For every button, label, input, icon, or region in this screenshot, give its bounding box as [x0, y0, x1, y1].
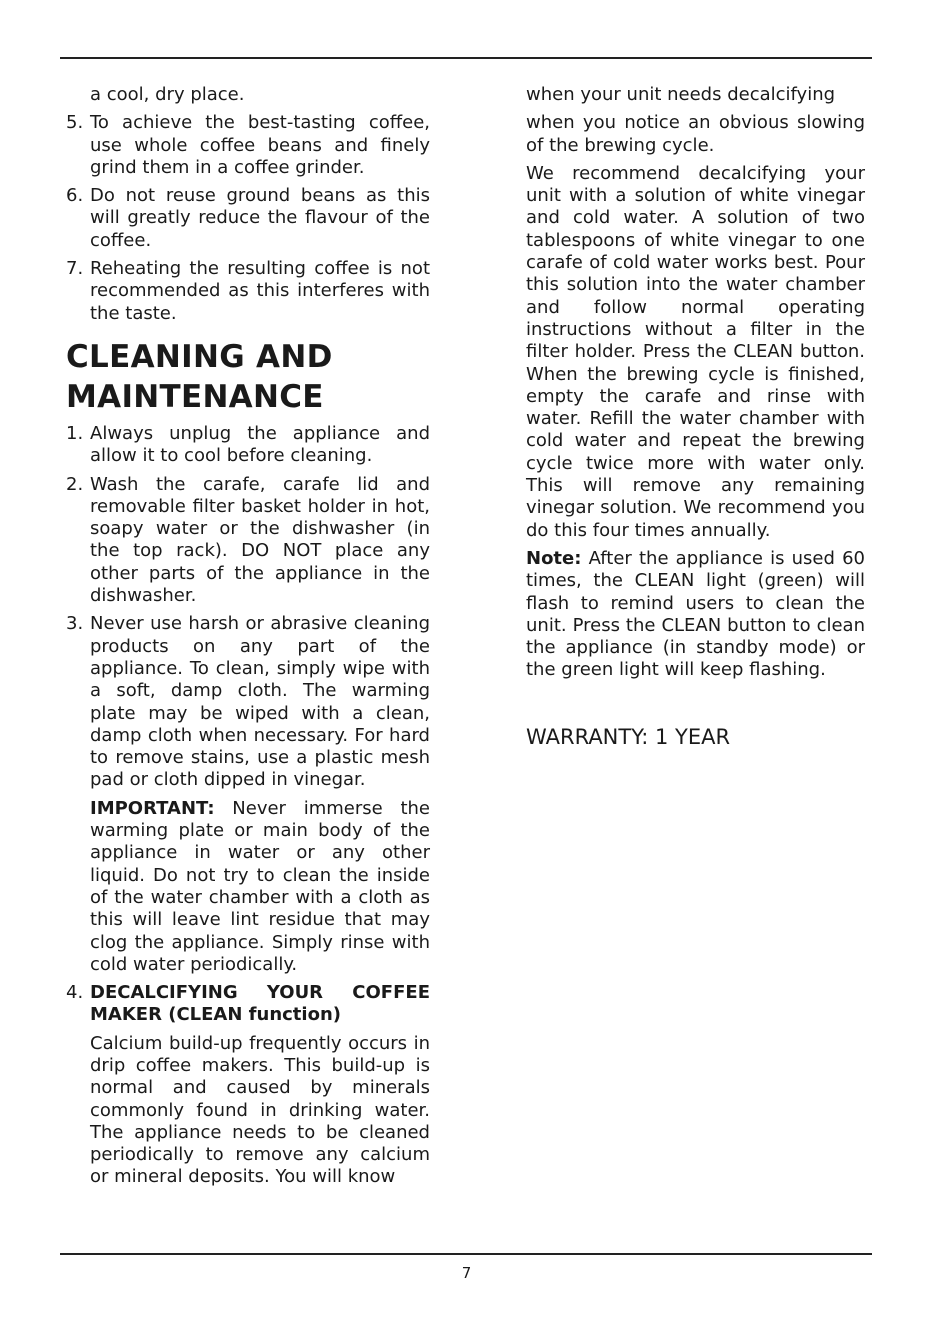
cleaning-item-number: 1.: [66, 422, 84, 444]
section-heading: [66, 337, 430, 417]
left-column: [66, 84, 430, 1189]
tip-item: [66, 258, 430, 325]
tip-item: [66, 185, 430, 252]
page-number: 7: [461, 1264, 472, 1282]
tip-number: 7.: [66, 258, 84, 280]
tip-number: 5.: [66, 112, 84, 134]
tip-text: Reheating the resulting coffee is not recommended as this interferes with the taste.: [90, 258, 430, 324]
tip-number: 6.: [66, 185, 84, 207]
section-heading-line1: CLEANING AND: [66, 338, 333, 375]
continuation-paragraph: when you notice an obvious slowing of the brewing cycle.: [526, 112, 865, 156]
important-label: IMPORTANT:: [90, 797, 215, 819]
cleaning-item-text: Never use harsh or abrasive cleaning products on any part of the appliance. To clean, simply wipe with a soft, damp cloth. The warming plate may be wiped with a clean, damp cloth when necessary. For hard to remove stains, use a plastic mesh pad or cloth dipped in vinegar.: [90, 613, 430, 791]
decalcifying-text: Calcium build-up frequently occurs in drip coffee makers. This build-up is normal and caused by minerals commonly found in drinking water. The appliance needs to be cleaned periodically to remove any calcium or mineral deposits. You will know: [90, 1032, 430, 1188]
important-text: Never immerse the warming plate or main body of the appliance in water or any other liquid. Do not try to clean the inside of the water chamber with a cloth as this will leave lint residue that may clog the appliance. Simply rinse with cold water periodically.: [90, 797, 430, 975]
cleaning-item: [66, 613, 430, 791]
note-paragraph: [526, 548, 865, 682]
cleaning-item-number: 2.: [66, 473, 84, 495]
intro-continuation: a cool, dry place.: [90, 84, 245, 105]
warranty-text: WARRANTY: 1 YEAR: [526, 724, 731, 749]
right-column: [526, 84, 865, 750]
important-paragraph: [66, 798, 430, 976]
continuation-line: when your unit needs decalcifying: [526, 84, 836, 105]
tip-item: [66, 112, 430, 179]
cleaning-item-text: Always unplug the appliance and allow it to cool before cleaning.: [90, 422, 430, 467]
cleaning-item: [66, 423, 430, 468]
bottom-rule: [60, 1253, 872, 1255]
note-label: Note:: [526, 547, 582, 569]
cleaning-item-number: 4.: [66, 982, 84, 1004]
top-rule: [60, 57, 872, 59]
decalcifying-heading: DECALCIFYING YOUR COFFEE MAKER (CLEAN function): [90, 982, 430, 1026]
cleaning-item-number: 3.: [66, 613, 84, 635]
tip-text: Do not reuse ground beans as this will greatly reduce the flavour of the coffee.: [90, 185, 430, 251]
cleaning-item-text: Wash the carafe, carafe lid and removable filter basket holder in hot, soapy water or the dishwasher (in the top rack). DO NOT place any other parts of the appliance in the dishwasher.: [90, 473, 430, 607]
cleaning-item: [66, 474, 430, 608]
tip-text: To achieve the best-tasting coffee, use whole coffee beans and finely grind them in a coffee grinder.: [90, 112, 430, 178]
cleaning-item: [66, 982, 430, 1027]
note-text: After the appliance is used 60 times, the CLEAN light (green) will flash to remind users to clean the unit. Press the CLEAN button to clean the appliance (in standby mode) or the green light will keep flashing.: [526, 547, 865, 681]
recommend-paragraph: We recommend decalcifying your unit with a solution of white vinegar and cold water. A solution of two tablespoons of white vinegar to one carafe of cold water works best. Pour this solution into the water chamber and follow normal operating instructions without a filter in the filter holder. Press the CLEAN button. When the brewing cycle is finished, empty the carafe and rinse with water. Refill the water chamber with cold water and repeat the brewing cycle twice more with water only. This will remove any remaining vinegar solution. We recommend you do this four times annually.: [526, 162, 865, 541]
section-heading-line2: MAINTENANCE: [66, 378, 324, 415]
